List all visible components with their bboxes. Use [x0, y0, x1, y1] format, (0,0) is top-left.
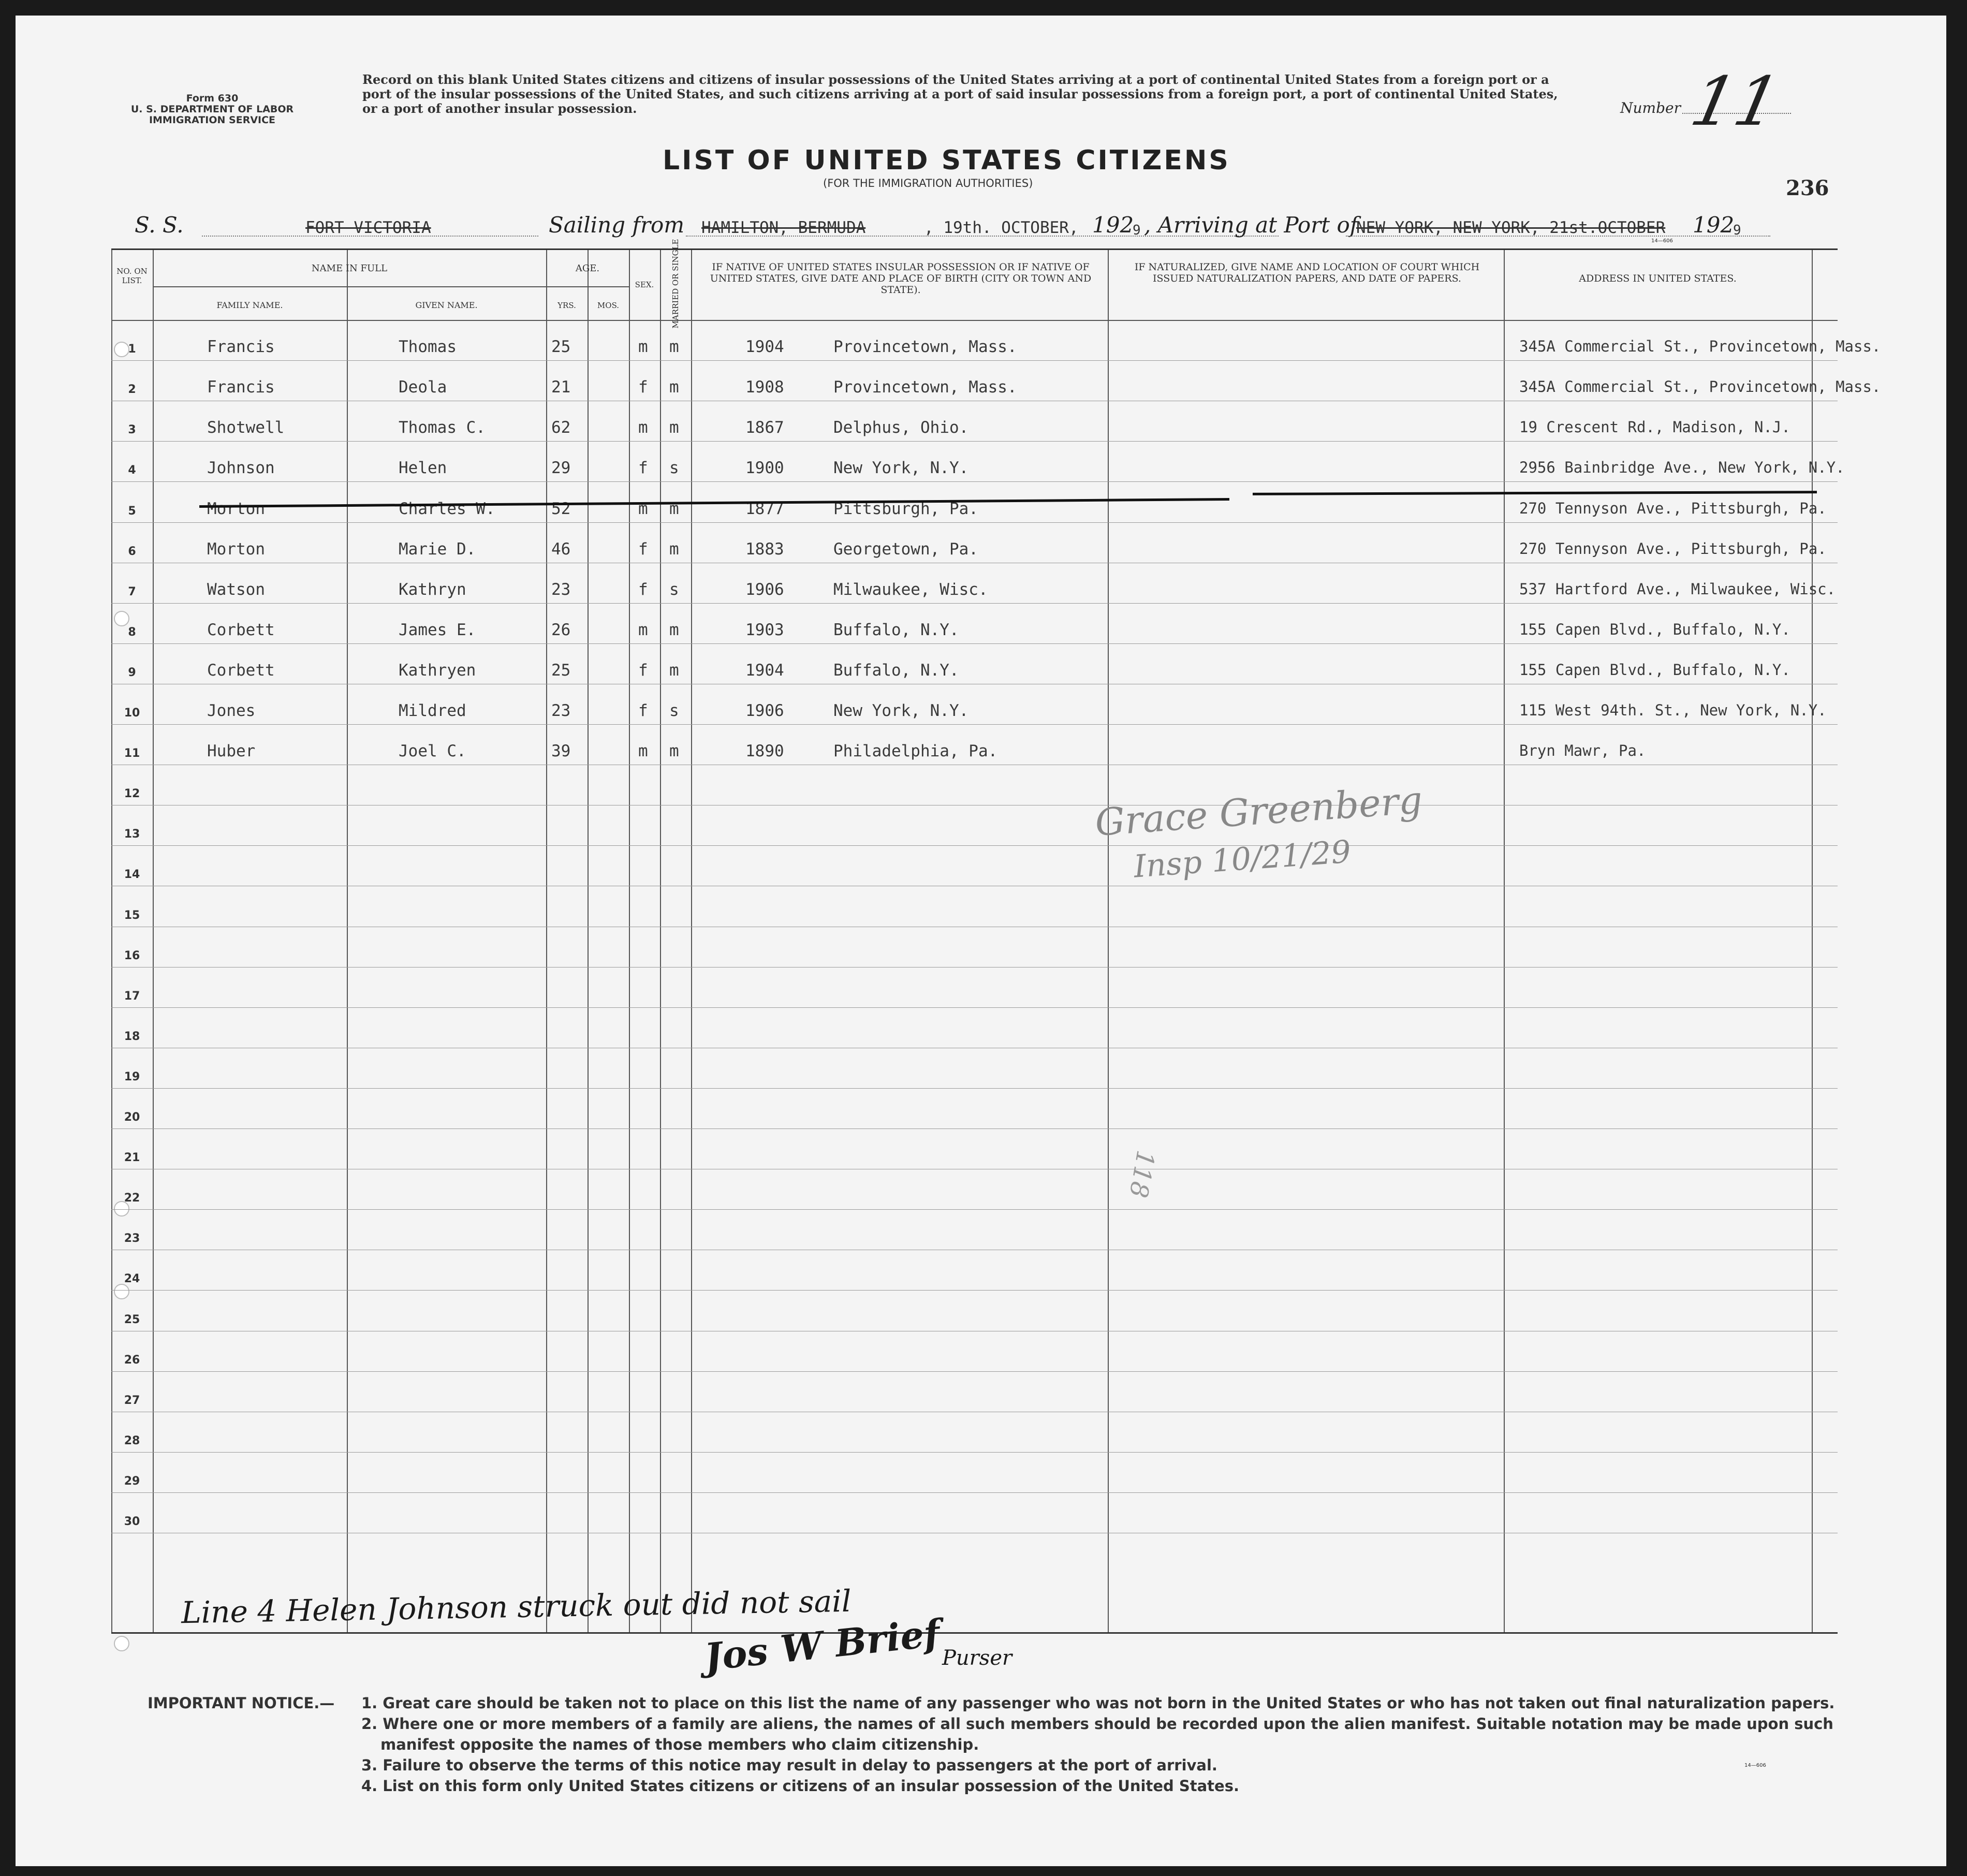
age-cell: 21: [551, 378, 571, 397]
given-name-cell: Thomas: [399, 338, 457, 357]
birth-place-cell: Delphus, Ohio.: [833, 418, 969, 437]
notice-item: 3. Failure to observe the terms of this notice may result in delay to passengers at the port of arrival.: [361, 1756, 1217, 1774]
header-no-on-list: NO. ON LIST.: [116, 267, 148, 285]
birth-year-cell: 1903: [745, 620, 784, 639]
header-mos: MOS.: [597, 301, 620, 310]
ship-name: FORT VICTORIA: [305, 218, 431, 237]
col-divider: [691, 250, 692, 1632]
header-yrs: YRS.: [557, 301, 576, 310]
sex-cell: f: [638, 378, 648, 397]
row-line: [111, 967, 1838, 968]
page-subtitle: (FOR THE IMMIGRATION AUTHORITIES): [823, 177, 1033, 189]
birth-place-cell: Provincetown, Mass.: [833, 338, 1017, 357]
sailing-date: , 19th. OCTOBER,: [924, 218, 1079, 237]
row-line: [111, 1290, 1838, 1291]
row-number: 18: [124, 1030, 140, 1043]
row-number: 12: [124, 787, 140, 801]
row-number: 16: [124, 949, 140, 962]
struck-out-note: Line 4 Helen Johnson struck out did not sail: [181, 1583, 852, 1631]
address-cell: Bryn Mawr, Pa.: [1519, 742, 1646, 760]
small-reference: 14—606: [1651, 238, 1673, 244]
given-name-cell: Charles W.: [399, 499, 495, 518]
family-name-cell: Jones: [207, 701, 256, 720]
row-number: 1: [128, 343, 136, 356]
row-number: 20: [124, 1111, 140, 1124]
family-name-cell: Francis: [207, 378, 275, 397]
given-name-cell: Kathryen: [399, 661, 476, 680]
sex-cell: m: [638, 499, 648, 518]
row-number: 17: [124, 989, 140, 1003]
col-divider: [153, 250, 154, 1632]
row-number: 14: [124, 868, 140, 882]
age-cell: 29: [551, 459, 571, 478]
col-divider: [111, 250, 112, 1632]
row-number: 29: [124, 1474, 140, 1488]
marital-status-cell: m: [669, 338, 679, 357]
family-name-cell: Morton: [207, 539, 265, 559]
age-cell: 39: [551, 742, 571, 761]
punch-hole: [114, 1636, 129, 1651]
birth-place-cell: Philadelphia, Pa.: [833, 742, 998, 761]
family-name-cell: Corbett: [207, 620, 275, 639]
sail-year-prefix: 192: [1092, 212, 1134, 238]
birth-year-cell: 1867: [745, 418, 784, 437]
sex-cell: m: [638, 620, 648, 639]
age-cell: 62: [551, 418, 571, 437]
age-cell: 23: [551, 701, 571, 720]
family-name-cell: Johnson: [207, 459, 275, 478]
row-line: [111, 522, 1838, 523]
family-name-cell: Huber: [207, 742, 256, 761]
row-number: 7: [128, 585, 136, 598]
row-number: 28: [124, 1434, 140, 1447]
arrival-year-digit: 9: [1733, 223, 1741, 238]
col-divider: [660, 250, 661, 1632]
row-line: [111, 360, 1838, 361]
notice-item: 2. Where one or more members of a family are aliens, the names of all such members should be recorded upon the alien manifest. Suitable notation may be made upon such: [361, 1715, 1833, 1733]
family-name-cell: Watson: [207, 580, 265, 599]
row-line: [111, 643, 1838, 644]
notice-item: 1. Great care should be taken not to place on this list the name of any passenger who was not born in the United States or who has not taken out final naturalization papers.: [361, 1694, 1835, 1712]
address-cell: 155 Capen Blvd., Buffalo, N.Y.: [1519, 620, 1790, 638]
sailing-label: Sailing from: [549, 212, 685, 238]
signature-title: Purser: [942, 1646, 1012, 1670]
address-cell: 345A Commercial St., Provincetown, Mass.: [1519, 378, 1881, 396]
col-divider: [588, 250, 589, 1632]
header-given-name: GIVEN NAME.: [415, 300, 478, 310]
given-name-cell: James E.: [399, 620, 476, 639]
address-cell: 115 West 94th. St., New York, N.Y.: [1519, 701, 1827, 719]
col-divider: [1812, 250, 1813, 1632]
address-cell: 19 Crescent Rd., Madison, N.J.: [1519, 418, 1790, 436]
department-name: U. S. DEPARTMENT OF LABOR: [130, 104, 294, 115]
inspector-stamp: Grace Greenberg: [1093, 778, 1424, 844]
row-line: [111, 1371, 1838, 1372]
row-number: 26: [124, 1353, 140, 1367]
manifest-sheet: [16, 16, 1946, 1866]
row-line: [111, 1209, 1838, 1210]
birth-place-cell: Georgetown, Pa.: [833, 539, 978, 559]
row-number: 25: [124, 1313, 140, 1326]
address-cell: 155 Capen Blvd., Buffalo, N.Y.: [1519, 661, 1790, 679]
header-divider: [111, 320, 1838, 321]
birth-year-cell: 1890: [745, 742, 784, 761]
number-label: Number: [1620, 99, 1681, 116]
sex-cell: m: [638, 338, 648, 357]
marital-status-cell: s: [669, 701, 679, 720]
notice-item: manifest opposite the names of those members who claim citizenship.: [380, 1736, 979, 1753]
marital-status-cell: m: [669, 418, 679, 437]
birth-year-cell: 1904: [745, 338, 784, 357]
birth-place-cell: Pittsburgh, Pa.: [833, 499, 978, 518]
marital-status-cell: m: [669, 620, 679, 639]
row-line: [111, 1492, 1838, 1493]
col-divider: [347, 250, 348, 1632]
inspector-date: Insp 10/21/29: [1133, 833, 1353, 885]
row-number: 22: [124, 1192, 140, 1205]
row-number: 30: [124, 1515, 140, 1528]
address-cell: 270 Tennyson Ave., Pittsburgh, Pa.: [1519, 499, 1827, 517]
instructions-text: Record on this blank United States citizens and citizens of insular possessions of the United States arriving at a port of continental United States from a foreign port or a port of the insular possessions of the United States, and such citizens arriving at a port of said insular possessions from a foreign port, a port of continental United States, or a port of another insular possession.: [362, 72, 1558, 116]
form-reference: 14—606: [1744, 1763, 1766, 1768]
given-name-cell: Thomas C.: [399, 418, 486, 437]
given-name-cell: Marie D.: [399, 539, 476, 559]
arrival-port: NEW YORK, NEW YORK, 21st.OCTOBER: [1356, 218, 1666, 237]
row-number: 4: [128, 464, 136, 477]
sex-cell: f: [638, 580, 648, 599]
marital-status-cell: s: [669, 580, 679, 599]
marital-status-cell: m: [669, 742, 679, 761]
header-name-in-full: NAME IN FULL: [311, 263, 388, 274]
arriving-label: , Arriving at Port of: [1144, 212, 1358, 238]
sex-cell: f: [638, 539, 648, 559]
col-divider: [629, 250, 630, 1632]
row-line: [111, 845, 1838, 846]
notice-heading: IMPORTANT NOTICE.—: [148, 1694, 335, 1712]
row-number: 21: [124, 1151, 140, 1165]
marital-status-cell: s: [669, 459, 679, 478]
sailing-port: HAMILTON, BERMUDA: [701, 218, 866, 237]
birth-place-cell: Provincetown, Mass.: [833, 378, 1017, 397]
row-line: [111, 441, 1838, 442]
age-cell: 46: [551, 539, 571, 559]
header-address: ADDRESS IN UNITED STATES.: [1579, 273, 1737, 284]
birth-place-cell: Buffalo, N.Y.: [833, 661, 959, 680]
row-line: [111, 481, 1838, 482]
sex-cell: f: [638, 701, 648, 720]
row-number: 15: [124, 908, 140, 922]
given-name-cell: Kathryn: [399, 580, 466, 599]
given-name-cell: Helen: [399, 459, 447, 478]
age-cell: 23: [551, 580, 571, 599]
age-cell: 25: [551, 661, 571, 680]
address-cell: 2956 Bainbridge Ave., New York, N.Y.: [1519, 459, 1845, 477]
row-number: 19: [124, 1070, 140, 1083]
address-cell: 537 Hartford Ave., Milwaukee, Wisc.: [1519, 580, 1836, 598]
page-number: 236: [1786, 176, 1829, 200]
row-number: 8: [128, 625, 136, 639]
row-number: 6: [128, 545, 136, 558]
marital-status-cell: m: [669, 539, 679, 559]
row-line: [111, 1007, 1838, 1008]
header-divider: [546, 286, 629, 287]
family-name-cell: Morton: [207, 499, 265, 518]
birth-place-cell: Buffalo, N.Y.: [833, 620, 959, 639]
list-number: 11: [1684, 62, 1787, 141]
birth-place-cell: New York, N.Y.: [833, 701, 969, 720]
birth-year-cell: 1904: [745, 661, 784, 680]
col-divider: [1504, 250, 1505, 1632]
row-number: 5: [128, 504, 136, 518]
page-title: LIST OF UNITED STATES CITIZENS: [663, 145, 1230, 176]
header-age: AGE.: [575, 263, 600, 274]
header-married-single: MARRIED OR SINGLE: [671, 239, 680, 329]
col-divider: [546, 250, 547, 1632]
sex-cell: f: [638, 459, 648, 478]
signature: Jos W Brief: [702, 1610, 942, 1679]
form-number: Form 630: [186, 93, 239, 104]
row-number: 9: [128, 666, 136, 679]
address-cell: 345A Commercial St., Provincetown, Mass.: [1519, 338, 1881, 356]
row-number: 27: [124, 1394, 140, 1407]
marital-status-cell: m: [669, 499, 679, 518]
stamp-code: 118: [1123, 1148, 1161, 1200]
given-name-cell: Deola: [399, 378, 447, 397]
service-name: IMMIGRATION SERVICE: [149, 114, 276, 126]
birth-place-cell: Milwaukee, Wisc.: [833, 580, 988, 599]
family-name-cell: Shotwell: [207, 418, 285, 437]
row-line: [111, 1452, 1838, 1453]
header-family-name: FAMILY NAME.: [216, 300, 283, 310]
birth-year-cell: 1877: [745, 499, 784, 518]
notice-item: 4. List on this form only United States citizens or citizens of an insular possession of the United States.: [361, 1777, 1239, 1795]
row-number: 3: [128, 423, 136, 437]
header-sex: SEX.: [635, 280, 654, 289]
sex-cell: m: [638, 742, 648, 761]
row-number: 10: [124, 707, 140, 720]
form-identifier: [109, 93, 316, 126]
row-line: [111, 1128, 1838, 1129]
ss-label: S. S.: [135, 212, 184, 238]
col-divider: [1108, 250, 1109, 1632]
header-naturalized: IF NATURALIZED, GIVE NAME AND LOCATION OF COURT WHICH ISSUED NATURALIZATION PAPERS, AND DATE OF PAPERS.: [1134, 261, 1480, 284]
family-name-cell: Corbett: [207, 661, 275, 680]
row-number: 24: [124, 1272, 140, 1286]
birth-place-cell: New York, N.Y.: [833, 459, 969, 478]
age-cell: 25: [551, 338, 571, 357]
row-number: 13: [124, 828, 140, 841]
address-cell: 270 Tennyson Ave., Pittsburgh, Pa.: [1519, 539, 1827, 558]
row-line: [111, 1088, 1838, 1089]
header-birth: IF NATIVE OF UNITED STATES INSULAR POSSESSION OR IF NATIVE OF UNITED STATES, GIVE DATE AND PLACE OF BIRTH (CITY OR TOWN AND STATE).: [710, 261, 1092, 296]
age-cell: 26: [551, 620, 571, 639]
family-name-cell: Francis: [207, 338, 275, 357]
birth-year-cell: 1883: [745, 539, 784, 559]
sex-cell: m: [638, 418, 648, 437]
birth-year-cell: 1906: [745, 701, 784, 720]
sail-year-digit: 9: [1133, 223, 1141, 238]
birth-year-cell: 1900: [745, 459, 784, 478]
marital-status-cell: m: [669, 661, 679, 680]
given-name-cell: Mildred: [399, 701, 466, 720]
row-line: [111, 724, 1838, 725]
row-number: 2: [128, 383, 136, 397]
row-number: 11: [124, 747, 140, 760]
sex-cell: f: [638, 661, 648, 680]
row-number: 23: [124, 1232, 140, 1245]
given-name-cell: Joel C.: [399, 742, 466, 761]
birth-year-cell: 1908: [745, 378, 784, 397]
age-cell: 52: [551, 499, 571, 518]
marital-status-cell: m: [669, 378, 679, 397]
arrival-year-prefix: 192: [1693, 212, 1735, 238]
birth-year-cell: 1906: [745, 580, 784, 599]
row-line: [111, 603, 1838, 604]
